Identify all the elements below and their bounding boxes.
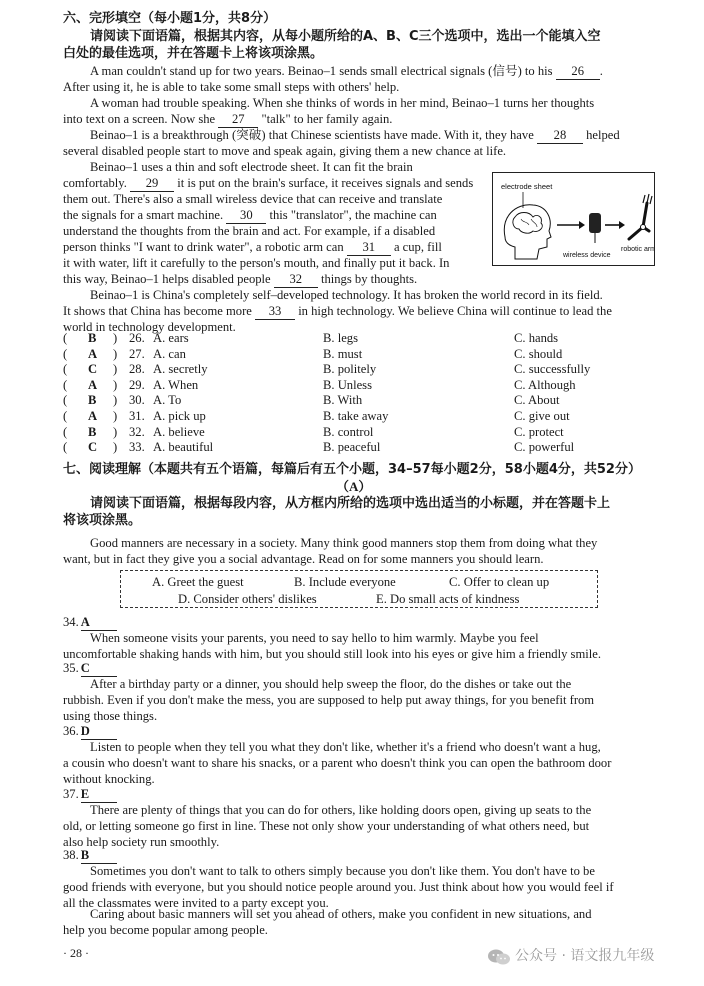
option-a: A. beautiful [153, 440, 214, 455]
intro-line: want, but in fact they give you a social advantage. Read on for some manners you should learn. [63, 552, 544, 566]
item-paragraph-line: There are plenty of things that you can do for others, like holding doors open, giving up seats to the [90, 803, 592, 817]
item-paragraph-line: a cousin who doesn't want to share his snacks, or a parent who doesn't think you can open the bathroom door [63, 756, 612, 770]
passage-line: After using it, he is able to take some small steps with others' help. [63, 80, 400, 94]
item-paragraph-line: After a birthday party or a dinner, you should help sweep the floor, do the dishes or take out the [90, 677, 572, 691]
question-answer: A [88, 346, 98, 361]
section6-heading: 六、完形填空（每小题1分，共8分） [63, 11, 277, 26]
intro-line: Good manners are necessary in a society. Many think good manners stop them from doing what they [90, 536, 598, 550]
passage-line: A woman had trouble speaking. When she thinks of words in her mind, Beinao–1 turns her thoughts [90, 96, 595, 110]
closing-line: help you become popular among people. [63, 923, 268, 937]
figure-label-robotic: robotic arm [621, 246, 654, 253]
answer-paren-close: ) [113, 393, 118, 408]
blank-28: 28 [537, 127, 583, 144]
item-answer: E [81, 786, 117, 803]
passage-text: a cup, fill [393, 240, 442, 254]
option-b: B. control [323, 424, 374, 439]
answer-paren-close: ) [113, 362, 118, 377]
answer-paren-open: ( [63, 424, 68, 439]
question-number: 26. [129, 331, 145, 345]
option-b: B. With [323, 393, 363, 408]
figure-label-wireless: wireless device [563, 252, 611, 259]
wechat-logo-svg [487, 948, 511, 966]
page-number: · 28 · [63, 946, 89, 960]
passage-line: several disabled people start to move and speak again, giving them a new chance at life. [63, 144, 507, 158]
robotic-hand-icon [643, 194, 652, 204]
item-paragraph-line: Listen to people when they tell you what they don't like, whether it's a friend who doesn't want a hug, [90, 740, 601, 754]
answer-paren-open: ( [63, 393, 68, 408]
item-number [63, 723, 117, 740]
section7-instruction-line2: 将该项涂黑。 [63, 513, 142, 528]
option-c: C. should [514, 346, 563, 361]
figure-label-electrode: electrode sheet [501, 182, 553, 191]
passage-line [63, 271, 417, 288]
blank-33: 33 [255, 303, 295, 320]
option-c: C. protect [514, 424, 564, 439]
question-answer: B [88, 331, 97, 345]
option-b: B. take away [323, 409, 389, 423]
passage-text: in high technology. We believe China will continue to lead the [298, 304, 612, 318]
question-number: 28. [129, 362, 145, 377]
answer-paren-open: ( [63, 409, 68, 423]
passage-text: this way, Beinao–1 helps disabled people [63, 272, 271, 286]
item-paragraph-line: all the classmates were invited to a party except you. [63, 896, 329, 910]
option-b: B. Include everyone [294, 575, 396, 589]
watermark: 公众号 · 语文报九年级 [515, 948, 655, 964]
answer-paren-close: ) [113, 377, 118, 392]
option-a: A. ears [153, 331, 189, 345]
blank-29: 29 [130, 175, 174, 192]
passage-line: Beinao–1 is China's completely self–developed technology. It has broken the world record in its field. [90, 288, 603, 302]
joint-icon [641, 225, 646, 230]
item-number-text: 37. [63, 787, 79, 801]
passage-text: into text on a screen. Now she [63, 112, 216, 126]
blank-30: 30 [226, 207, 266, 224]
item-answer: A [81, 614, 117, 631]
passage-line [63, 207, 437, 224]
beinao-figure [492, 172, 655, 266]
option-c: C. successfully [514, 362, 591, 377]
robotic-arm-icon [629, 203, 649, 239]
item-answer: B [81, 847, 117, 864]
item-number [63, 660, 117, 677]
option-d: D. Consider others' dislikes [178, 592, 317, 606]
blank-32: 32 [274, 271, 318, 288]
option-a: A. can [153, 346, 186, 361]
question-number: 27. [129, 346, 145, 361]
question-answer: A [88, 409, 98, 423]
passage-line [63, 303, 612, 320]
question-number: 30. [129, 393, 145, 408]
passage-text: Beinao–1 is a breakthrough (突破) that Chinese scientists have made. With it, they have [90, 128, 534, 142]
figure-illustration [493, 173, 654, 265]
section6-instruction-line1: 请阅读下面语篇，根据其内容，从每小题所给的A、B、C三个选项中，选出一个能填入空 [90, 29, 601, 44]
item-paragraph-line: Sometimes you don't want to talk to others simply because you don't like them. You don't have to be [90, 864, 595, 878]
blank-27: 27 [218, 111, 258, 128]
passage-text: A man couldn't stand up for two years. Beinao–1 sends small electrical signals (信号) to his [90, 64, 553, 78]
item-number-text: 35. [63, 661, 79, 675]
passage-text: things by thoughts. [320, 272, 418, 286]
item-answer: D [81, 723, 117, 740]
item-number [63, 614, 117, 631]
question-answer: B [88, 424, 97, 439]
question-number: 29. [129, 377, 145, 392]
item-number-text: 38. [63, 848, 79, 862]
question-number: 32. [129, 424, 145, 439]
item-paragraph-line: without knocking. [63, 772, 155, 786]
passage-line: Beinao–1 uses a thin and soft electrode sheet. It can fit the brain [90, 160, 413, 174]
option-a: A. pick up [153, 409, 206, 423]
passage-text: "talk" to her family again. [261, 112, 393, 126]
passage-line [63, 111, 392, 128]
passage-line [63, 175, 473, 192]
passage-text: It shows that China has become more [63, 304, 252, 318]
question-answer: C [88, 362, 98, 377]
passage-line: world in technology development. [63, 320, 236, 334]
item-paragraph-line: When someone visits your parents, you need to say hello to him warmly. Maybe you feel [90, 631, 539, 645]
section7-heading: 七、阅读理解（本题共有五个语篇，每篇后有五个小题，34–57每小题2分，58小题4分，共52分） [63, 462, 641, 477]
answer-paren-close: ) [113, 331, 118, 345]
answer-paren-open: ( [63, 377, 68, 392]
item-number [63, 786, 117, 803]
item-answer: C [81, 660, 117, 677]
answer-paren-open: ( [63, 362, 68, 377]
section6-instruction-line2: 白处的最佳选项，并在答题卡上将该项涂黑。 [63, 46, 324, 61]
section7-instruction-line1: 请阅读下面语篇，根据每段内容，从方框内所给的选项中选出适当的小标题，并在答题卡上 [90, 496, 611, 511]
arrow-head-icon [619, 221, 625, 229]
blank-31: 31 [347, 239, 391, 256]
item-paragraph-line: good friends with everyone, but you should notice people around you. Just think about how you would feel if [63, 880, 614, 894]
question-answer: B [88, 393, 97, 408]
brain-icon [513, 213, 542, 234]
option-c: C. give out [514, 409, 570, 423]
question-answer: A [88, 377, 98, 392]
answer-paren-close: ) [113, 424, 118, 439]
passage-text: this "translator", the machine can [269, 208, 437, 222]
wechat-icon [487, 948, 511, 966]
closing-line: Caring about basic manners will set you ahead of others, make you confident in new situations, and [90, 907, 592, 921]
arrow-head-icon [579, 221, 585, 229]
answer-paren-close: ) [113, 409, 118, 423]
item-number-text: 36. [63, 724, 79, 738]
option-b: B. peaceful [323, 440, 381, 455]
option-c: C. Offer to clean up [449, 575, 550, 589]
section7-sub-heading: （A） [336, 479, 372, 494]
option-c: C. Although [514, 377, 576, 392]
answer-paren-open: ( [63, 346, 68, 361]
item-paragraph-line: using those things. [63, 709, 158, 723]
passage-line: it with water, lift it carefully to the person's mouth, and finally put it back. In [63, 256, 450, 270]
passage-text: it is put on the brain's surface, it receives signals and sends [177, 176, 474, 190]
option-a: A. Greet the guest [152, 575, 244, 589]
option-c: C. powerful [514, 440, 575, 455]
answer-paren-open: ( [63, 331, 68, 345]
item-paragraph-line: rubbish. Even if you don't make the mess, you are supposed to help put away things, for you benefit from [63, 693, 595, 707]
answer-paren-open: ( [63, 440, 68, 455]
passage-text: helped [586, 128, 620, 142]
wireless-device-icon [589, 213, 601, 233]
passage-line: understand the thoughts from the brain and act. For example, if a disabled [63, 224, 436, 238]
passage-text: person thinks "I want to drink water", a robotic arm can [63, 240, 344, 254]
blank-26: 26 [556, 63, 600, 80]
answer-paren-close: ) [113, 346, 118, 361]
option-b: B. must [323, 346, 363, 361]
answer-paren-close: ) [113, 440, 118, 455]
option-e: E. Do small acts of kindness [376, 592, 520, 606]
question-number: 33. [129, 440, 145, 455]
option-b: B. politely [323, 362, 377, 377]
item-number [63, 847, 117, 864]
option-a: A. believe [153, 424, 205, 439]
item-paragraph-line: old, or letting someone go first in line. These not only show your understanding of what others need, but [63, 819, 590, 833]
passage-line [63, 239, 442, 256]
passage-text: comfortably. [63, 176, 127, 190]
question-answer: C [88, 440, 98, 455]
option-a: A. When [153, 377, 199, 392]
passage-line: them out. There's also a small wireless device that can receive and translate [63, 192, 443, 206]
option-c: C. hands [514, 331, 559, 345]
item-number-text: 34. [63, 615, 79, 629]
option-b: B. legs [323, 331, 358, 345]
passage-line [90, 127, 620, 144]
option-b: B. Unless [323, 377, 372, 392]
passage-line: A man couldn't stand up for two years. Beinao–1 sends small electrical signals (信号) to his 26 . [90, 64, 603, 78]
item-paragraph-line: also help society run smoothly. [63, 835, 220, 849]
option-c: C. About [514, 393, 560, 408]
item-paragraph-line: uncomfortable shaking hands with him, but you should still look into his eyes or give him a friendly smile. [63, 647, 601, 661]
question-number: 31. [129, 409, 145, 423]
option-a: A. To [153, 393, 182, 408]
passage-text: the signals for a smart machine. [63, 208, 224, 222]
option-a: A. secretly [153, 362, 208, 377]
